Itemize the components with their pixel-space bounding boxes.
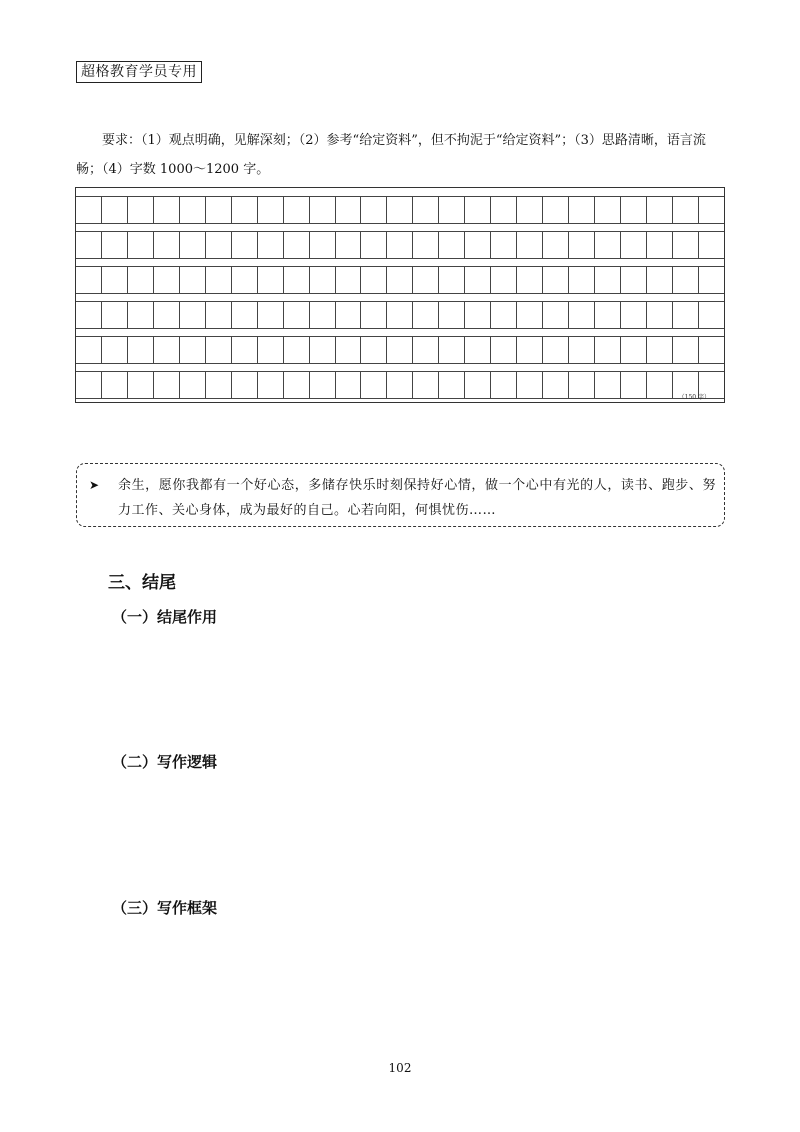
grid-cell <box>387 197 413 223</box>
grid-cell <box>336 302 362 328</box>
grid-cell <box>102 197 128 223</box>
grid-cell <box>647 197 673 223</box>
grid-cell <box>491 337 517 363</box>
grid-cell <box>647 372 673 398</box>
grid-cell <box>76 302 102 328</box>
grid-cell <box>413 232 439 258</box>
grid-cell <box>413 337 439 363</box>
grid-cell <box>517 372 543 398</box>
quote-box <box>76 463 725 527</box>
grid-cell <box>569 197 595 223</box>
grid-cell <box>284 267 310 293</box>
grid-cell <box>206 337 232 363</box>
grid-cell <box>491 302 517 328</box>
grid-cell <box>517 232 543 258</box>
grid-cell <box>699 267 724 293</box>
grid-cell <box>154 232 180 258</box>
grid-cell <box>128 197 154 223</box>
grid-cell <box>76 267 102 293</box>
grid-cell <box>128 372 154 398</box>
grid-cell <box>699 232 724 258</box>
grid-cell <box>491 267 517 293</box>
grid-rule-line <box>76 293 724 294</box>
grid-cell <box>491 232 517 258</box>
grid-cell <box>310 337 336 363</box>
grid-cell <box>102 372 128 398</box>
grid-cell <box>232 302 258 328</box>
grid-cell <box>595 372 621 398</box>
grid-cell <box>310 372 336 398</box>
grid-row <box>76 302 724 328</box>
grid-cell <box>621 267 647 293</box>
grid-cell <box>310 197 336 223</box>
grid-cell <box>180 267 206 293</box>
grid-rule-line <box>76 223 724 224</box>
grid-cell <box>595 337 621 363</box>
grid-cell <box>621 197 647 223</box>
grid-cell <box>310 232 336 258</box>
grid-cell <box>595 302 621 328</box>
grid-cell <box>361 302 387 328</box>
grid-cell <box>76 337 102 363</box>
grid-cell <box>569 372 595 398</box>
grid-cell <box>128 337 154 363</box>
grid-cell <box>361 232 387 258</box>
grid-cell <box>673 197 699 223</box>
grid-cell <box>439 337 465 363</box>
grid-cell <box>387 302 413 328</box>
grid-cell <box>517 197 543 223</box>
grid-cell <box>284 232 310 258</box>
grid-cell <box>439 372 465 398</box>
grid-cell <box>336 267 362 293</box>
grid-cell <box>336 197 362 223</box>
grid-cell <box>543 372 569 398</box>
grid-cell <box>543 302 569 328</box>
grid-cell <box>465 267 491 293</box>
grid-cell <box>673 337 699 363</box>
grid-count-label: （150 字） <box>678 394 710 401</box>
grid-cell <box>258 232 284 258</box>
grid-cell <box>154 302 180 328</box>
grid-cell <box>465 302 491 328</box>
grid-cell <box>517 267 543 293</box>
grid-cell <box>543 197 569 223</box>
grid-cell <box>543 267 569 293</box>
grid-cell <box>128 232 154 258</box>
grid-cell <box>284 337 310 363</box>
grid-cell <box>621 372 647 398</box>
grid-cell <box>232 372 258 398</box>
grid-cell <box>102 337 128 363</box>
grid-row <box>76 372 724 398</box>
grid-row <box>76 267 724 293</box>
requirements-text: 要求：（1）观点明确，见解深刻；（2）参考“给定资料”，但不拘泥于“给定资料”；（3）思路清晰，语言流畅；（4）字数 1000～1200 字。 <box>76 133 706 177</box>
quote-text: 余生，愿你我都有一个好心态，多储存快乐时刻保持好心情，做一个心中有光的人，读书、跑步、努力工作、关心身体，成为最好的自己。心若向阳，何惧忧伤…… <box>118 478 716 518</box>
section-title: 三、结尾 <box>108 573 176 593</box>
grid-cell <box>154 267 180 293</box>
grid-cell <box>336 232 362 258</box>
grid-cell <box>128 302 154 328</box>
grid-cell <box>310 302 336 328</box>
grid-cell <box>413 302 439 328</box>
grid-cell <box>387 232 413 258</box>
grid-cell <box>180 197 206 223</box>
grid-rule-line <box>76 258 724 259</box>
grid-cell <box>439 197 465 223</box>
grid-cell <box>439 232 465 258</box>
grid-cell <box>336 372 362 398</box>
grid-cell <box>284 302 310 328</box>
grid-cell <box>232 232 258 258</box>
grid-cell <box>102 302 128 328</box>
grid-cell <box>387 337 413 363</box>
grid-cell <box>569 232 595 258</box>
grid-cell <box>180 232 206 258</box>
grid-cell <box>621 337 647 363</box>
grid-cell <box>699 337 724 363</box>
grid-row <box>76 337 724 363</box>
grid-cell <box>206 232 232 258</box>
grid-cell <box>258 267 284 293</box>
grid-cell <box>699 302 724 328</box>
grid-cell <box>258 372 284 398</box>
grid-cell <box>180 372 206 398</box>
grid-rule-line <box>76 398 724 399</box>
grid-rule-line <box>76 328 724 329</box>
answer-grid <box>75 187 725 403</box>
grid-cell <box>699 197 724 223</box>
grid-cell <box>284 372 310 398</box>
grid-cell <box>284 197 310 223</box>
grid-cell <box>258 197 284 223</box>
subsection-title-framework: （三）写作框架 <box>112 899 218 917</box>
grid-cell <box>647 302 673 328</box>
grid-cell <box>128 267 154 293</box>
grid-cell <box>361 372 387 398</box>
grid-cell <box>465 337 491 363</box>
grid-cell <box>595 232 621 258</box>
grid-cell <box>387 267 413 293</box>
grid-cell <box>465 232 491 258</box>
grid-cell <box>673 302 699 328</box>
grid-cell <box>621 302 647 328</box>
grid-cell <box>413 197 439 223</box>
grid-cell <box>76 197 102 223</box>
grid-cell <box>180 337 206 363</box>
grid-cell <box>206 302 232 328</box>
grid-cell <box>413 267 439 293</box>
grid-cell <box>102 267 128 293</box>
grid-cell <box>206 372 232 398</box>
grid-cell <box>647 232 673 258</box>
header-tag: 超格教育学员专用 <box>76 61 202 83</box>
arrow-bullet-icon: ➤ <box>89 478 100 492</box>
grid-cell <box>154 372 180 398</box>
grid-cell <box>465 197 491 223</box>
grid-cell <box>361 197 387 223</box>
subsection-title-logic: （二）写作逻辑 <box>112 753 218 771</box>
grid-cell <box>336 337 362 363</box>
grid-cell <box>543 232 569 258</box>
grid-cell <box>517 302 543 328</box>
grid-cell <box>595 267 621 293</box>
grid-cell <box>232 267 258 293</box>
grid-cell <box>180 302 206 328</box>
grid-cell <box>310 267 336 293</box>
grid-cell <box>361 267 387 293</box>
page-number: 102 <box>388 1061 412 1075</box>
grid-cell <box>154 197 180 223</box>
grid-cell <box>595 197 621 223</box>
grid-cell <box>258 337 284 363</box>
grid-cell <box>154 337 180 363</box>
grid-cell <box>569 337 595 363</box>
grid-cell <box>543 337 569 363</box>
grid-rule-line <box>76 363 724 364</box>
grid-cell <box>232 337 258 363</box>
grid-cell <box>673 232 699 258</box>
grid-cell <box>465 372 491 398</box>
grid-cell <box>491 372 517 398</box>
grid-cell <box>206 197 232 223</box>
grid-cell <box>439 267 465 293</box>
grid-cell <box>102 232 128 258</box>
grid-cell <box>232 197 258 223</box>
grid-cell <box>647 337 673 363</box>
grid-cell <box>569 302 595 328</box>
grid-row <box>76 197 724 223</box>
grid-cell <box>647 267 673 293</box>
grid-cell <box>621 232 647 258</box>
grid-row <box>76 232 724 258</box>
grid-cell <box>673 267 699 293</box>
grid-cell <box>76 232 102 258</box>
grid-cell <box>258 302 284 328</box>
subsection-title-function: （一）结尾作用 <box>112 608 218 626</box>
grid-cell <box>76 372 102 398</box>
grid-cell <box>439 302 465 328</box>
grid-cell <box>517 337 543 363</box>
grid-cell <box>206 267 232 293</box>
grid-cell <box>569 267 595 293</box>
grid-cell <box>361 337 387 363</box>
grid-cell <box>491 197 517 223</box>
grid-cell <box>413 372 439 398</box>
grid-cell <box>387 372 413 398</box>
